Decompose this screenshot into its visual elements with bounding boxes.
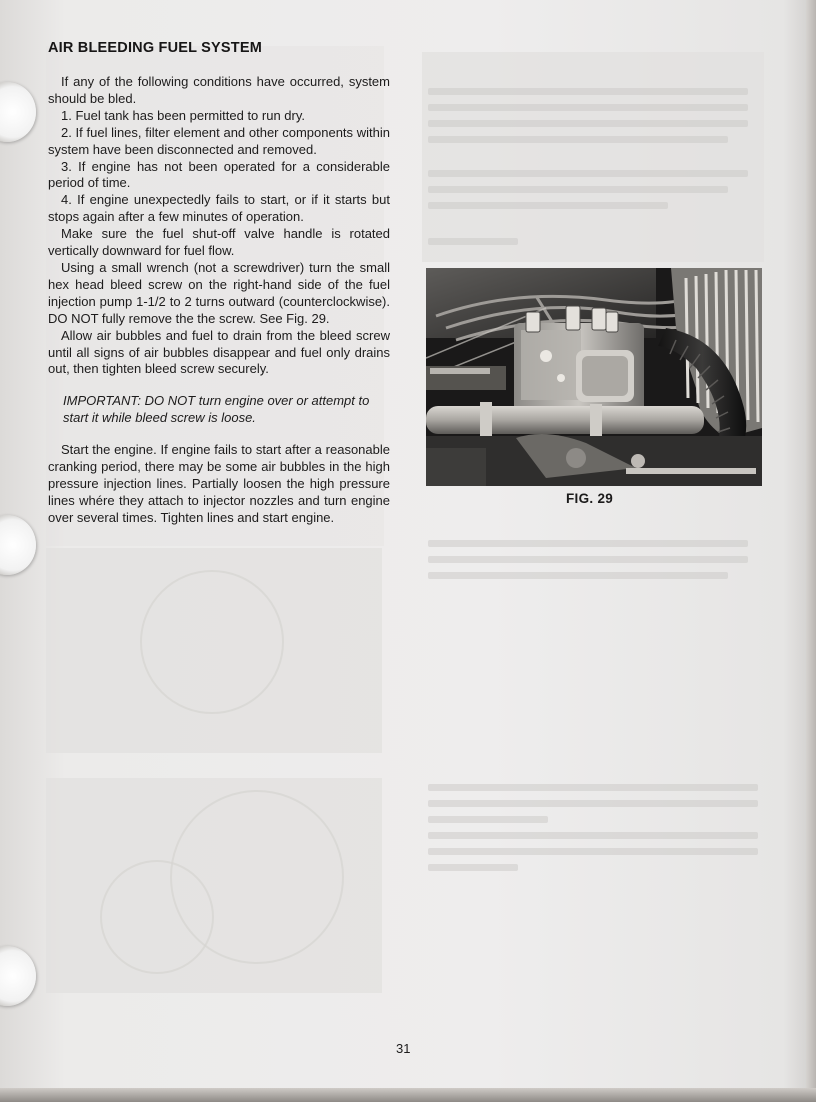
body-text <box>48 74 390 527</box>
figure-caption: FIG. 29 <box>566 491 614 506</box>
engine-injection-pump-photo <box>426 268 762 486</box>
condition-1: 1. Fuel tank has been permitted to run dry. <box>61 107 306 123</box>
paragraph-wrench: Using a small wrench (not a screwdriver) turn the small hex head bleed screw on the right-hand side of the fuel injection pump 1-1/2 to 2 turns outward (counterclockwise). DO NOT fully remove the the screw. See Fig. 29. <box>48 259 390 326</box>
paragraph-bubbles: Allow air bubbles and fuel to drain from the bleed screw until all signs of air bubbles disappear and fuel only drains out, then tighten bleed screw securely. <box>48 327 390 377</box>
paragraph-valve: Make sure the fuel shut-off valve handle is rotated vertically downward for fuel flow. <box>48 226 390 259</box>
condition-4: 4. If engine unexpectedly fails to start, or if it starts but stops again after a few minutes of operation. <box>48 192 390 225</box>
section-heading: AIR BLEEDING FUEL SYSTEM <box>48 40 262 56</box>
page-edge-right <box>806 0 816 1102</box>
page-edge-bottom <box>0 1088 816 1102</box>
paragraph-intro: If any of the following conditions have occurred, system should be bled. <box>48 74 390 106</box>
condition-2: 2. If fuel lines, filter element and other components within system have been disconnected and removed. <box>48 124 390 157</box>
condition-3: 3. If engine has not been operated for a considerable period of time. <box>48 158 390 191</box>
page-number: 31 <box>396 1041 411 1056</box>
paragraph-start: Start the engine. If engine fails to start after a reasonable cranking period, there may be some air bubbles in the high pressure injection lines. Partially loosen the high pressure lines whére they attach to injector nozzles and turn engine over several times. Tighten lines and start engine. <box>48 442 390 525</box>
important-note: IMPORTANT: DO NOT turn engine over or attempt to start it while bleed screw is loose. <box>63 393 370 426</box>
